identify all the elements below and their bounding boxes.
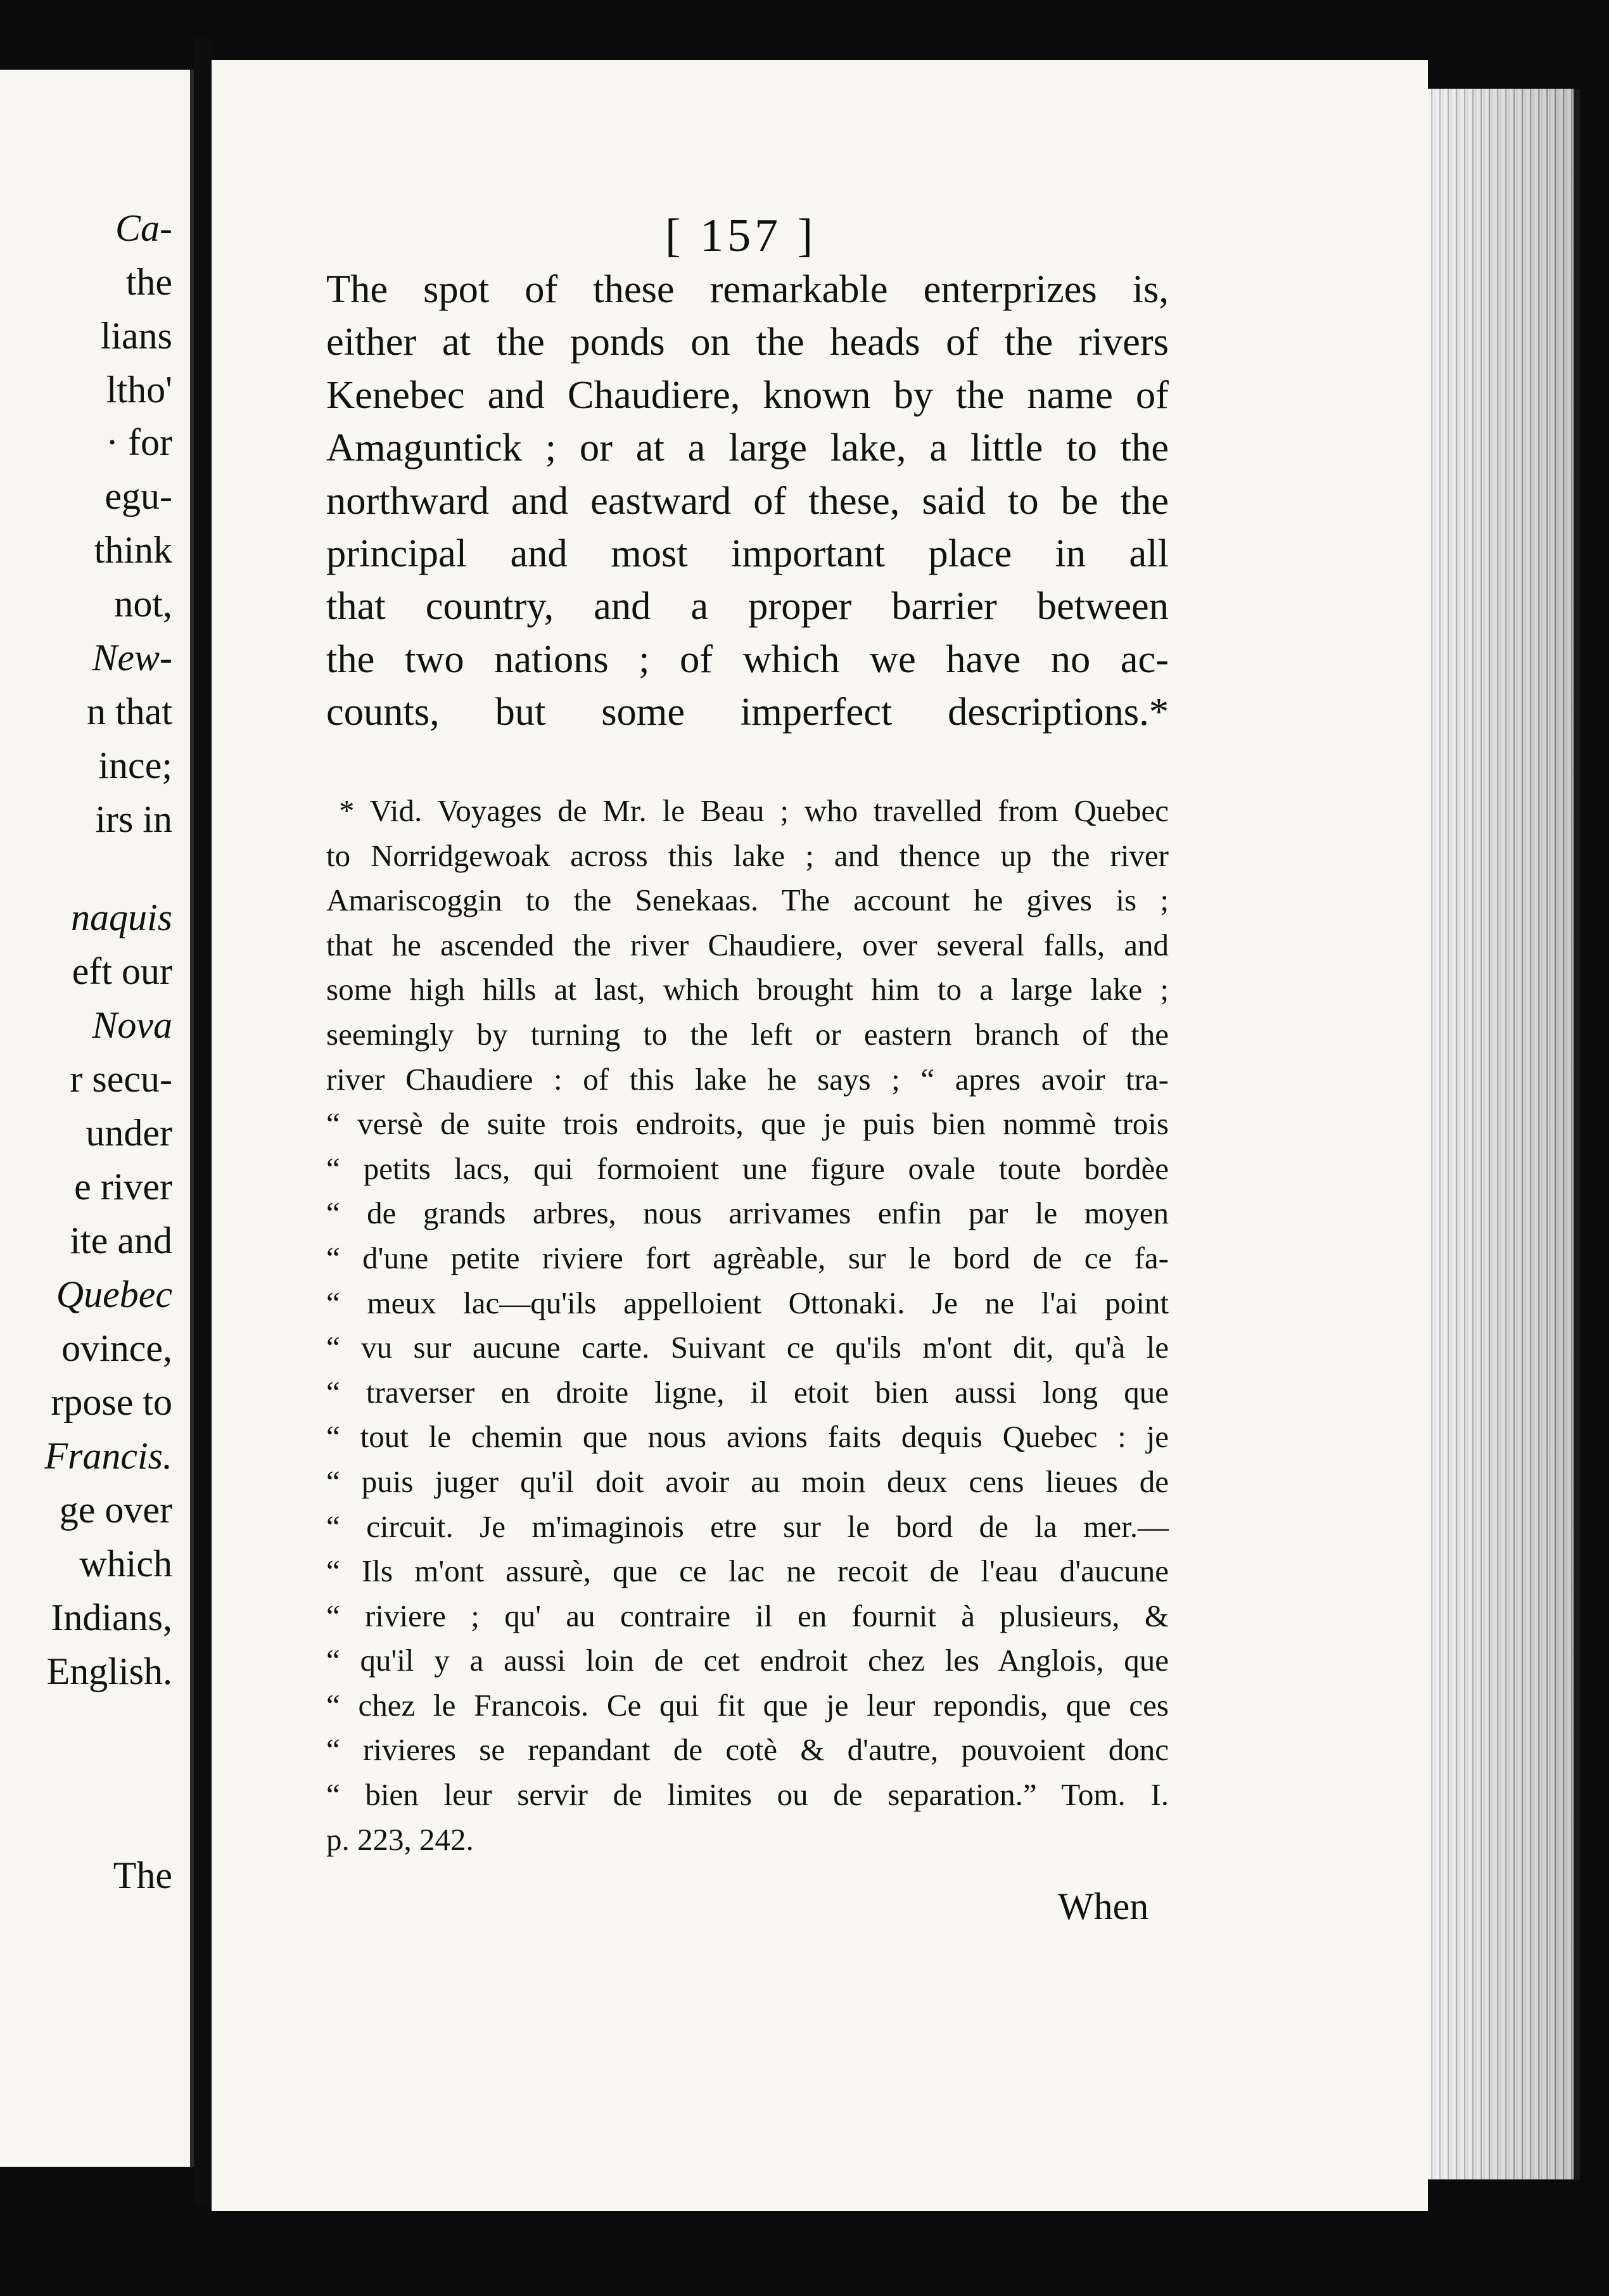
facing-page-line: ite and xyxy=(70,1220,172,1261)
facing-page-line: lians xyxy=(100,315,172,357)
footnote-line: “ tout le chemin que nous avions faits dequis Quebec : je xyxy=(326,1419,1169,1455)
footnote-line: Amariscoggin to the Senekaas. The account he gives is ; xyxy=(326,883,1169,918)
facing-page-line: which xyxy=(79,1543,172,1585)
footnote-line: “ Ils m'ont assurè, que ce lac ne recoit de l'eau d'aucune xyxy=(326,1553,1169,1589)
facing-page-line: e river xyxy=(74,1166,172,1208)
footnote-line: p. 223, 242. xyxy=(326,1821,474,1857)
facing-page-line: ge over xyxy=(59,1489,172,1531)
facing-page-line: n that xyxy=(87,691,172,732)
footnote xyxy=(326,789,1169,1862)
footnote-line: to Norridgewoak across this lake ; and thence up the river xyxy=(326,838,1169,873)
footnote-line: * Vid. Voyages de Mr. le Beau ; who travelled from Quebec xyxy=(339,793,1169,828)
body-line: the two nations ; of which we have no ac- xyxy=(326,636,1169,681)
facing-page-line: Nova xyxy=(92,1004,172,1046)
facing-page-line: think xyxy=(94,529,172,571)
facing-page-line: · for xyxy=(106,421,172,463)
book-gutter xyxy=(194,38,212,2205)
facing-page-line: under xyxy=(86,1112,172,1154)
facing-page-line: rpose to xyxy=(51,1381,172,1423)
facing-page-line: eft our xyxy=(72,950,172,992)
body-line: that country, and a proper barrier between xyxy=(326,584,1169,628)
footnote-line: “ petits lacs, qui formoient une figure ovale toute bordèe xyxy=(326,1151,1169,1186)
facing-page-line: ovince, xyxy=(61,1327,172,1369)
facing-page-line: the xyxy=(125,261,172,303)
facing-page-line: Francis. xyxy=(44,1435,172,1477)
footnote-line: “ puis juger qu'il doit avoir au moin deux cens lieues de xyxy=(326,1464,1169,1499)
facing-page-line: Indians, xyxy=(51,1597,172,1638)
footnote-line: “ vu sur aucune carte. Suivant ce qu'ils m'ont dit, qu'à le xyxy=(326,1330,1169,1365)
body-line: Kenebec and Chaudiere, known by the name of xyxy=(326,372,1169,417)
footnote-line: “ chez le Francois. Ce qui fit que je leur repondis, que ces xyxy=(326,1687,1169,1723)
facing-page-line: irs in xyxy=(95,798,172,840)
footnote-line: some high hills at last, which brought him to a large lake ; xyxy=(326,972,1169,1007)
footnote-line: river Chaudiere : of this lake he says ; “ apres avoir tra- xyxy=(326,1061,1169,1097)
facing-page-line: r secu- xyxy=(70,1058,172,1100)
body-line: principal and most important place in all xyxy=(326,531,1169,576)
page-number: [ 157 ] xyxy=(665,210,817,262)
footnote-line: “ de grands arbres, nous arrivames enfin par le moyen xyxy=(326,1196,1169,1231)
body-line: northward and eastward of these, said to be the xyxy=(326,478,1169,523)
facing-page-line: English. xyxy=(46,1650,172,1692)
footnote-line: “ versè de suite trois endroits, que je puis bien nommè trois xyxy=(326,1106,1169,1142)
footnote-line: “ meux lac—qu'ils appelloient Ottonaki. Je ne l'ai point xyxy=(326,1285,1169,1320)
footnote-line: “ rivieres se repandant de cotè & d'autre, pouvoient donc xyxy=(326,1732,1169,1768)
footnote-line: seemingly by turning to the left or eastern branch of the xyxy=(326,1016,1169,1052)
catchword: When xyxy=(1058,1885,1149,1927)
facing-page-line: ltho' xyxy=(106,369,172,411)
facing-page-line: ince; xyxy=(98,744,172,786)
body-line: either at the ponds on the heads of the rivers xyxy=(326,319,1169,364)
footnote-line: that he ascended the river Chaudiere, over several falls, and xyxy=(326,927,1169,962)
footnote-line: “ d'une petite riviere fort agrèable, sur le bord de ce fa- xyxy=(326,1240,1169,1275)
footnote-line: “ traverser en droite ligne, il etoit bien aussi long que xyxy=(326,1374,1169,1410)
facing-page-line: egu- xyxy=(105,475,172,517)
facing-page-line: Quebec xyxy=(56,1273,172,1315)
body-line: counts, but some imperfect descriptions.* xyxy=(326,689,1169,734)
footnote-line: “ bien leur servir de limites ou de separation.” Tom. I. xyxy=(326,1777,1169,1813)
footnote-line: “ circuit. Je m'imaginois etre sur le bord de la mer.— xyxy=(326,1508,1169,1544)
facing-page-line: not, xyxy=(114,583,172,625)
facing-page-line: Ca- xyxy=(115,207,172,249)
facing-page-line: The xyxy=(113,1854,172,1896)
footnote-line: “ riviere ; qu' au contraire il en fournit à plusieurs, & xyxy=(326,1598,1169,1633)
body-paragraph xyxy=(326,263,1169,739)
facing-page-line: New- xyxy=(92,637,172,679)
footnote-line: “ qu'il y a aussi loin de cet endroit chez les Anglois, que xyxy=(326,1643,1169,1678)
body-line: The spot of these remarkable enterprizes is, xyxy=(326,267,1169,311)
facing-page xyxy=(0,70,194,2167)
facing-page-line: naquis xyxy=(70,896,172,938)
body-line: Amaguntick ; or at a large lake, a little to the xyxy=(326,425,1169,470)
